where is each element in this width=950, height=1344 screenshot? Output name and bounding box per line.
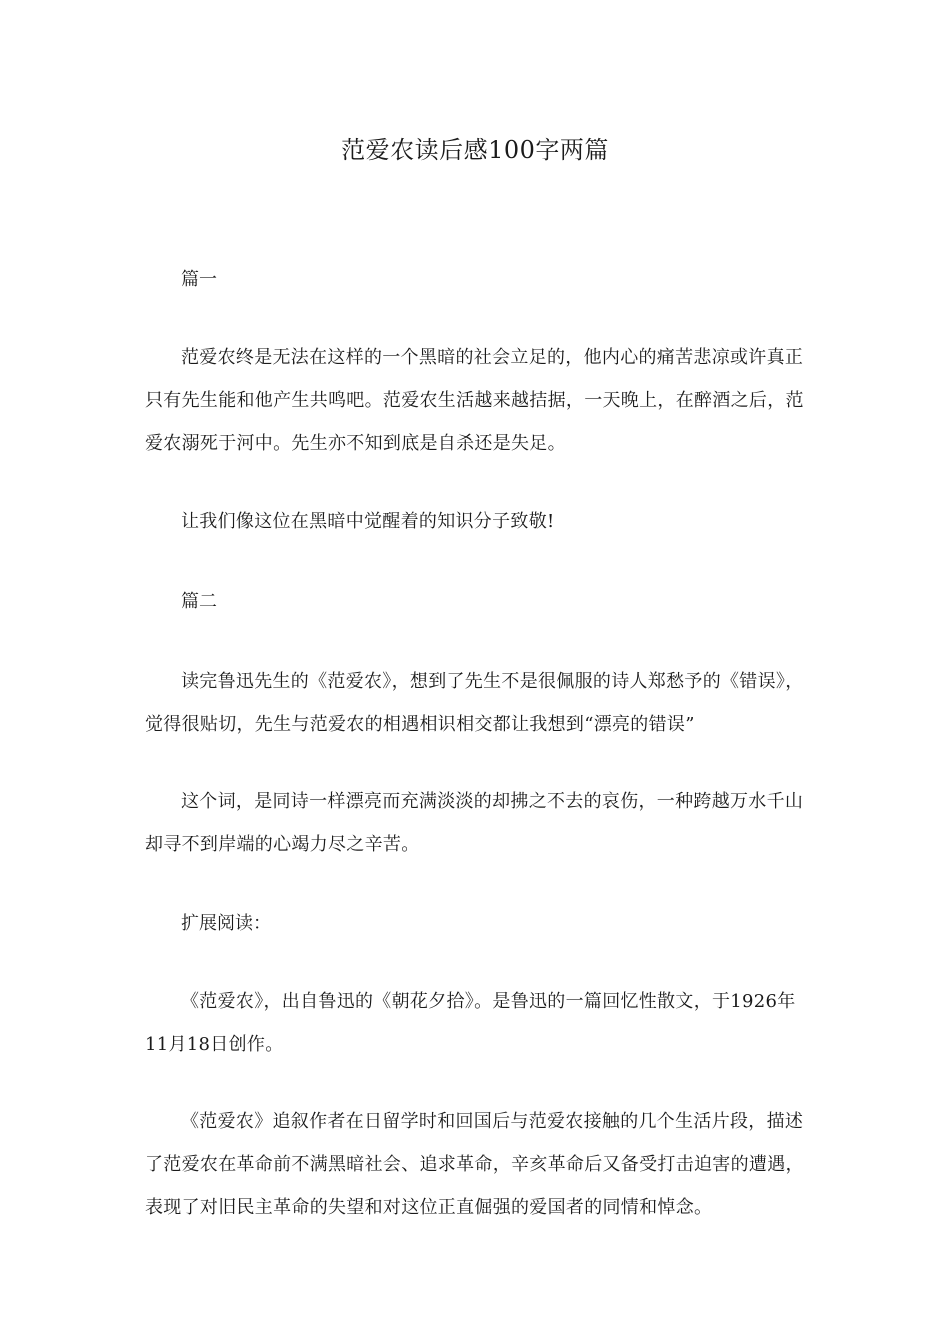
- section-two-paragraph-1: 读完鲁迅先生的《范爱农》，想到了先生不是很佩服的诗人郑愁予的《错误》，觉得很贴切，先生与范爱农的相遇相识相交都让我想到“漂亮的错误”: [145, 671, 804, 735]
- section-one-paragraph-2: 让我们像这位在黑暗中觉醒着的知识分子致敬!: [181, 511, 555, 532]
- section-two-heading: 篇二: [181, 591, 217, 612]
- extended-paragraph-2: 《范爱农》追叙作者在日留学时和回国后与范爱农接触的几个生活片段，描述了范爱农在革命前不满黑暗社会、追求革命，辛亥革命后又备受打击迫害的遭遇，表现了对旧民主革命的失望和对这位正直倔强的爱国者的同情和悼念。: [145, 1111, 804, 1218]
- document-title: 范爱农读后感100字两篇: [341, 136, 609, 164]
- extended-reading-heading: 扩展阅读：: [181, 913, 271, 934]
- extended-paragraph-1: 《范爱农》，出自鲁迅的《朝花夕拾》。是鲁迅的一篇回忆性散文，于1926年11月18日创作。: [145, 991, 796, 1055]
- section-one-heading: 篇一: [181, 269, 217, 290]
- section-one-paragraph-1: 范爱农终是无法在这样的一个黑暗的社会立足的，他内心的痛苦悲凉或许真正只有先生能和他产生共鸣吧。范爱农生活越来越拮据，一天晚上，在醉酒之后，范爱农溺死于河中。先生亦不知到底是自杀还是失足。: [145, 347, 804, 454]
- section-two-paragraph-2: 这个词，是同诗一样漂亮而充满淡淡的却拂之不去的哀伤，一种跨越万水千山却寻不到岸端的心竭力尽之辛苦。: [145, 791, 804, 855]
